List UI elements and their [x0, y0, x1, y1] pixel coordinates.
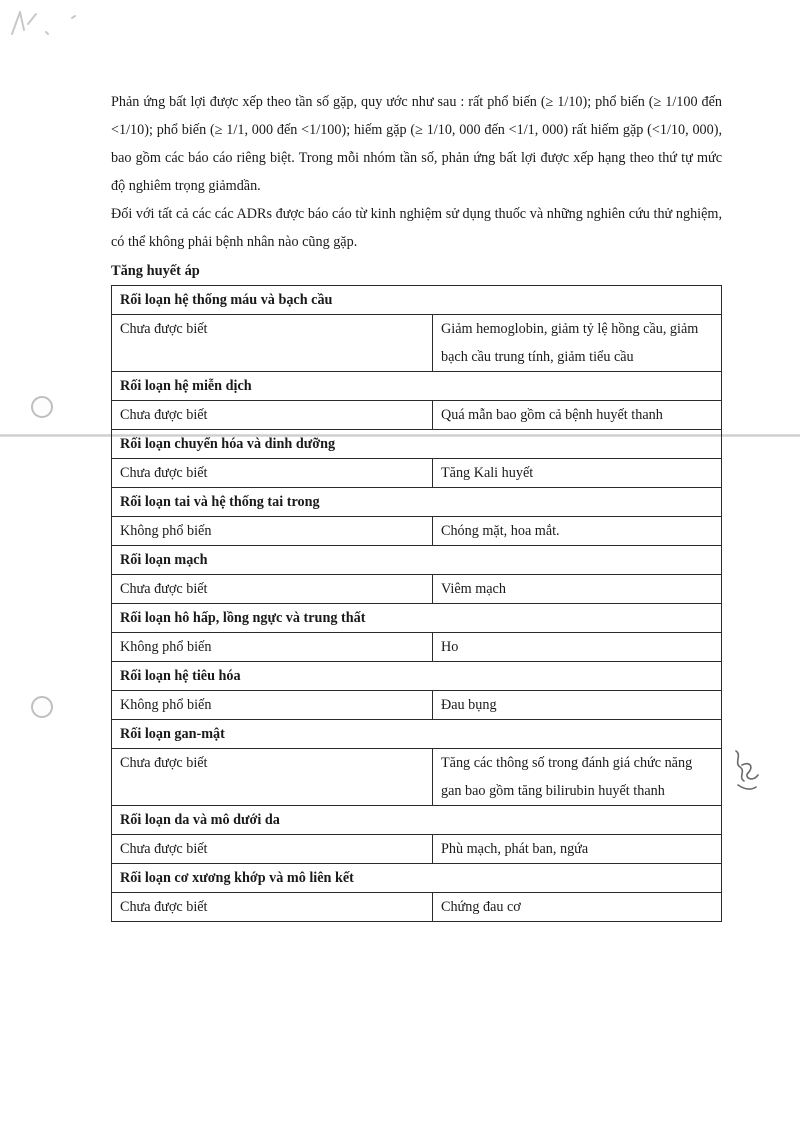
- table-row: [112, 893, 722, 922]
- table-row: [112, 315, 722, 372]
- table-row: [112, 749, 722, 806]
- organ-class-label: Rối loạn hệ miễn dịch: [112, 372, 722, 401]
- organ-class-label: Rối loạn da và mô dưới da: [112, 806, 722, 835]
- frequency-cell: Chưa được biết: [112, 575, 433, 604]
- table-row: [112, 517, 722, 546]
- effect-cell: Phù mạch, phát ban, ngứa: [433, 835, 722, 864]
- group-header-row: [112, 286, 722, 315]
- table-row: [112, 459, 722, 488]
- table-row: [112, 401, 722, 430]
- frequency-cell: Chưa được biết: [112, 749, 433, 806]
- effect-cell: Chóng mặt, hoa mắt.: [433, 517, 722, 546]
- organ-class-label: Rối loạn hệ tiêu hóa: [112, 662, 722, 691]
- frequency-cell: Không phổ biến: [112, 517, 433, 546]
- organ-class-label: Rối loạn mạch: [112, 546, 722, 575]
- group-header-row: [112, 864, 722, 893]
- effect-cell: Tăng Kali huyết: [433, 459, 722, 488]
- effect-cell: Ho: [433, 633, 722, 662]
- group-header-row: [112, 604, 722, 633]
- effect-cell: Quá mẫn bao gồm cả bệnh huyết thanh: [433, 401, 722, 430]
- effect-cell: Chứng đau cơ: [433, 893, 722, 922]
- scan-corner-mark: [6, 4, 86, 44]
- punch-hole-top: [31, 396, 53, 418]
- table-row: [112, 691, 722, 720]
- effect-cell: Giảm hemoglobin, giảm tỷ lệ hồng cầu, giảm bạch cầu trung tính, giảm tiểu cầu: [433, 315, 722, 372]
- organ-class-label: Rối loạn tai và hệ thống tai trong: [112, 488, 722, 517]
- organ-class-label: Rối loạn gan-mật: [112, 720, 722, 749]
- organ-class-label: Rối loạn hệ thống máu và bạch cầu: [112, 286, 722, 315]
- group-header-row: [112, 488, 722, 517]
- frequency-cell: Chưa được biết: [112, 315, 433, 372]
- group-header-row: [112, 546, 722, 575]
- organ-class-label: Rối loạn cơ xương khớp và mô liên kết: [112, 864, 722, 893]
- organ-class-label: Rối loạn hô hấp, lồng ngực và trung thất: [112, 604, 722, 633]
- frequency-cell: Không phổ biến: [112, 691, 433, 720]
- frequency-cell: Không phổ biến: [112, 633, 433, 662]
- intro-paragraph: Đối với tất cả các các ADRs được báo cáo từ kinh nghiệm sử dụng thuốc và những nghiên cứu thử nghiệm, có thể không phải bệnh nhân nào cũng gặp.: [111, 206, 722, 250]
- effect-cell: Tăng các thông số trong đánh giá chức năng gan bao gồm tăng bilirubin huyết thanh: [433, 749, 722, 806]
- effect-cell: Viêm mạch: [433, 575, 722, 604]
- document-body: [111, 88, 722, 922]
- handwritten-initials: [728, 745, 764, 797]
- frequency-cell: Chưa được biết: [112, 459, 433, 488]
- frequency-cell: Chưa được biết: [112, 401, 433, 430]
- effect-cell: Đau bụng: [433, 691, 722, 720]
- punch-hole-bottom: [31, 696, 53, 718]
- group-header-row: [112, 372, 722, 401]
- group-header-row: [112, 806, 722, 835]
- group-header-row: [112, 720, 722, 749]
- frequency-cell: Chưa được biết: [112, 835, 433, 864]
- table-row: [112, 575, 722, 604]
- section-title: Tăng huyết áp: [111, 263, 200, 279]
- group-header-row: [112, 662, 722, 691]
- group-header-row: [112, 430, 722, 459]
- table-row: [112, 835, 722, 864]
- table-row: [112, 633, 722, 662]
- frequency-cell: Chưa được biết: [112, 893, 433, 922]
- organ-class-label: Rối loạn chuyển hóa và dinh dưỡng: [112, 430, 722, 459]
- intro-paragraph: Phản ứng bất lợi được xếp theo tần số gặp, quy ước như sau : rất phổ biến (≥ 1/10); phổ biến (≥ 1/100 đến <1/10); phổ biến (≥ 1/1, 000 đến <1/100); hiếm gặp (≥ 1/10, 000 đến <1/1, 000) rất hiếm gặp (<1/10, 000), bao gồm các báo cáo riêng biệt. Trong mỗi nhóm tần số, phản ứng bất lợi được xếp hạng theo thứ tự mức độ nghiêm trọng giảmdần.: [111, 94, 722, 194]
- adr-table: [111, 285, 722, 922]
